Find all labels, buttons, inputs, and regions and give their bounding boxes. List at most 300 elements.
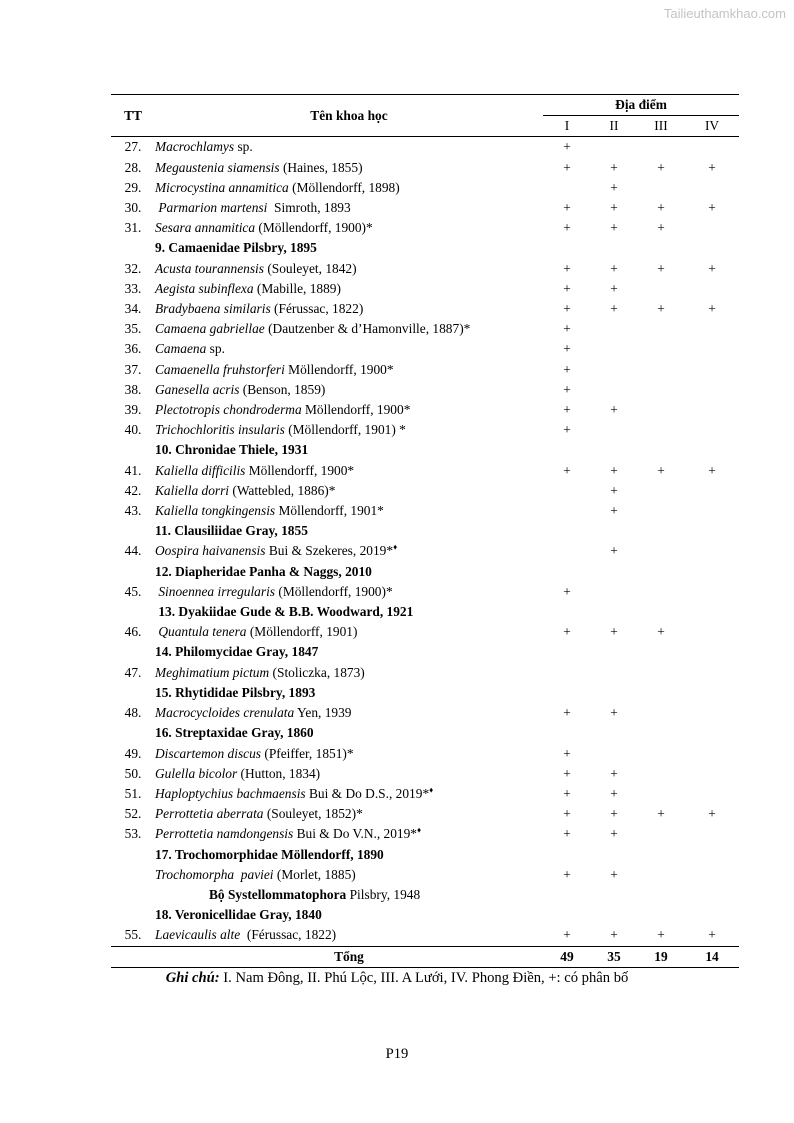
- species-row: [111, 299, 739, 319]
- scientific-name-cell: [155, 804, 543, 824]
- species-author: (Wattebled, 1886)*: [229, 482, 336, 498]
- presence-cell-loc-2: +: [610, 785, 618, 801]
- species-row: [111, 137, 739, 158]
- row-number: [111, 723, 155, 743]
- species-row: [111, 784, 739, 804]
- family-name: 10. Chronidae Thiele, 1931: [155, 442, 309, 458]
- species-row: [111, 198, 739, 218]
- presence-cell-loc-1: [543, 885, 591, 905]
- row-number: [111, 602, 155, 622]
- family-row: [111, 905, 739, 925]
- species-author: (Stoliczka, 1873): [269, 664, 365, 680]
- total-tt-cell: [111, 946, 155, 967]
- presence-cell-loc-3: [637, 360, 685, 380]
- presence-cell-loc-3: [637, 865, 685, 885]
- species-author: (Möllendorff, 1901): [246, 624, 358, 640]
- presence-cell-loc-4: +: [708, 927, 716, 943]
- presence-cell-loc-2: [591, 319, 637, 339]
- presence-cell-loc-3: +: [657, 220, 665, 236]
- species-row: [111, 824, 739, 844]
- scientific-name-cell: [155, 218, 543, 238]
- presence-cell-loc-2: +: [610, 806, 618, 822]
- presence-cell-loc-1: [543, 905, 591, 925]
- header-loc-4: IV: [685, 116, 739, 137]
- presence-cell-loc-4: [685, 602, 739, 622]
- presence-cell-loc-1: +: [563, 745, 571, 761]
- note-label: Ghi chú:: [165, 970, 220, 986]
- presence-cell-loc-1: [543, 481, 591, 501]
- presence-cell-loc-4: [685, 582, 739, 602]
- species-italic-name: Perrottetia aberrata: [155, 806, 264, 822]
- presence-cell-loc-2: [591, 723, 637, 743]
- species-italic-name: Gulella bicolor: [155, 765, 238, 781]
- family-row: [111, 521, 739, 541]
- presence-cell-loc-1: [543, 723, 591, 743]
- presence-cell-loc-3: [637, 420, 685, 440]
- scientific-name-cell: [155, 238, 543, 258]
- presence-cell-loc-3: [637, 602, 685, 622]
- species-italic-name: Bradybaena similaris: [155, 301, 271, 317]
- scientific-name-cell: [155, 845, 543, 865]
- scientific-name-cell: [155, 642, 543, 662]
- presence-cell-loc-1: +: [563, 462, 571, 478]
- family-name: 12. Diapheridae Panha & Naggs, 2010: [155, 563, 372, 579]
- species-italic-name: Laevicaulis alte: [155, 927, 241, 943]
- scientific-name-cell: [155, 461, 543, 481]
- presence-cell-loc-1: [543, 440, 591, 460]
- row-number: [111, 238, 155, 258]
- family-name: 9. Camaenidae Pilsbry, 1895: [155, 240, 317, 256]
- presence-cell-loc-2: [591, 885, 637, 905]
- row-number: [111, 642, 155, 662]
- presence-cell-loc-4: [685, 521, 739, 541]
- presence-cell-loc-4: [685, 744, 739, 764]
- presence-cell-loc-1: [543, 602, 591, 622]
- presence-cell-loc-4: [685, 663, 739, 683]
- species-italic-name: Sesara annamitica: [155, 220, 256, 236]
- scientific-name-cell: [155, 420, 543, 440]
- row-number: 29.: [124, 179, 142, 195]
- presence-cell-loc-3: [637, 400, 685, 420]
- presence-cell-loc-1: +: [563, 826, 571, 842]
- species-author: (Mabille, 1889): [253, 280, 341, 296]
- species-italic-name: Acusta tourannensis: [155, 260, 264, 276]
- scientific-name-cell: [155, 339, 543, 359]
- scientific-name-cell: [155, 178, 543, 198]
- presence-cell-loc-2: [591, 339, 637, 359]
- species-author: Bui & Do V.N., 2019*: [293, 826, 418, 842]
- presence-cell-loc-3: [637, 845, 685, 865]
- presence-cell-loc-1: +: [563, 361, 571, 377]
- presence-cell-loc-2: +: [610, 927, 618, 943]
- species-row: [111, 178, 739, 198]
- species-row: [111, 541, 739, 561]
- presence-cell-loc-3: +: [657, 301, 665, 317]
- scientific-name-cell: [155, 259, 543, 279]
- row-number: 42.: [124, 482, 142, 498]
- species-author: Simroth, 1893: [267, 200, 351, 216]
- presence-cell-loc-3: [637, 582, 685, 602]
- scientific-name-cell: [155, 158, 543, 178]
- species-author: Bui & Szekeres, 2019*: [265, 543, 394, 559]
- species-author: Yen, 1939: [294, 705, 352, 721]
- presence-cell-loc-4: +: [708, 260, 716, 276]
- scientific-name-cell: [155, 481, 543, 501]
- presence-cell-loc-4: [685, 178, 739, 198]
- row-number: [111, 562, 155, 582]
- species-author: (Möllendorff, 1898): [288, 179, 400, 195]
- scientific-name-cell: [155, 764, 543, 784]
- species-row: [111, 420, 739, 440]
- presence-cell-loc-4: [685, 683, 739, 703]
- presence-cell-loc-4: [685, 440, 739, 460]
- presence-cell-loc-1: +: [563, 785, 571, 801]
- species-italic-name: Kaliella tongkingensis: [155, 503, 276, 519]
- scientific-name-cell: [155, 784, 543, 804]
- presence-cell-loc-4: +: [708, 462, 716, 478]
- scientific-name-cell: [155, 582, 543, 602]
- species-italic-name: Trochomorpha paviei: [155, 866, 274, 882]
- presence-cell-loc-1: +: [563, 301, 571, 317]
- presence-cell-loc-2: [591, 683, 637, 703]
- row-number: [111, 865, 155, 885]
- presence-cell-loc-1: +: [563, 341, 571, 357]
- table-note: [0, 970, 794, 987]
- scientific-name-cell: [155, 824, 543, 844]
- presence-cell-loc-1: +: [563, 321, 571, 337]
- species-author: (Haines, 1855): [279, 159, 363, 175]
- total-label: Tổng: [155, 946, 543, 967]
- total-row: [111, 946, 739, 967]
- presence-cell-loc-2: +: [610, 200, 618, 216]
- presence-cell-loc-4: [685, 784, 739, 804]
- presence-cell-loc-3: +: [657, 159, 665, 175]
- species-author: Möllendorff, 1900*: [301, 402, 411, 418]
- scientific-name-cell: [155, 723, 543, 743]
- family-row: [111, 845, 739, 865]
- endemic-marker: ♦: [417, 825, 422, 835]
- presence-cell-loc-2: [591, 521, 637, 541]
- presence-cell-loc-4: [685, 420, 739, 440]
- presence-cell-loc-2: +: [610, 543, 618, 559]
- family-row: [111, 602, 739, 622]
- endemic-marker: ♦: [393, 543, 398, 552]
- header-location: Địa điểm: [543, 95, 739, 116]
- total-loc-2: 35: [591, 946, 637, 967]
- species-italic-name: Kaliella dorri: [155, 482, 230, 498]
- species-author: (Möllendorff, 1901) *: [284, 422, 406, 438]
- family-name: 17. Trochomorphidae Möllendorff, 1890: [155, 846, 384, 862]
- species-row: [111, 380, 739, 400]
- presence-cell-loc-3: +: [657, 927, 665, 943]
- presence-cell-loc-3: [637, 137, 685, 158]
- presence-cell-loc-1: +: [563, 200, 571, 216]
- species-italic-name: Ganesella acris: [155, 381, 240, 397]
- row-number: 52.: [124, 806, 142, 822]
- presence-cell-loc-1: [543, 238, 591, 258]
- species-row: [111, 461, 739, 481]
- scientific-name-cell: [155, 663, 543, 683]
- presence-cell-loc-1: +: [563, 806, 571, 822]
- species-row: [111, 279, 739, 299]
- family-row: [111, 723, 739, 743]
- scientific-name-cell: [155, 400, 543, 420]
- presence-cell-loc-3: [637, 764, 685, 784]
- presence-cell-loc-4: +: [708, 200, 716, 216]
- species-row: [111, 158, 739, 178]
- row-number: 34.: [124, 301, 142, 317]
- presence-cell-loc-2: [591, 642, 637, 662]
- presence-cell-loc-4: [685, 905, 739, 925]
- header-loc-2: II: [591, 116, 637, 137]
- row-number: [111, 845, 155, 865]
- species-row: [111, 703, 739, 723]
- row-number: 33.: [124, 280, 142, 296]
- watermark-text: Tailieuthamkhao.com: [663, 6, 786, 21]
- presence-cell-loc-3: [637, 319, 685, 339]
- species-row: [111, 259, 739, 279]
- presence-cell-loc-1: [543, 501, 591, 521]
- row-number: 28.: [124, 159, 142, 175]
- presence-cell-loc-4: [685, 360, 739, 380]
- species-table: [111, 94, 739, 968]
- presence-cell-loc-2: +: [610, 482, 618, 498]
- species-row: [111, 501, 739, 521]
- presence-cell-loc-4: [685, 562, 739, 582]
- presence-cell-loc-2: [591, 562, 637, 582]
- presence-cell-loc-4: [685, 622, 739, 642]
- order-author: Pilsbry, 1948: [346, 886, 421, 902]
- presence-cell-loc-2: [591, 380, 637, 400]
- presence-cell-loc-2: +: [610, 765, 618, 781]
- row-number: 46.: [124, 624, 142, 640]
- species-author: (Morlet, 1885): [273, 866, 356, 882]
- presence-cell-loc-1: +: [563, 139, 571, 155]
- presence-cell-loc-1: [543, 642, 591, 662]
- presence-cell-loc-4: [685, 319, 739, 339]
- row-number: 39.: [124, 402, 142, 418]
- species-italic-name: Camaena gabriellae: [155, 321, 265, 337]
- scientific-name-cell: [155, 279, 543, 299]
- species-author: sp.: [206, 341, 225, 357]
- presence-cell-loc-3: [637, 238, 685, 258]
- total-loc-1: 49: [543, 946, 591, 967]
- header-loc-1: I: [543, 116, 591, 137]
- presence-cell-loc-2: +: [610, 866, 618, 882]
- scientific-name-cell: [155, 380, 543, 400]
- header-loc-3: III: [637, 116, 685, 137]
- species-row: [111, 481, 739, 501]
- species-italic-name: Macrocycloides crenulata: [155, 705, 295, 721]
- row-number: 38.: [124, 381, 142, 397]
- row-number: [111, 683, 155, 703]
- presence-cell-loc-2: [591, 440, 637, 460]
- species-italic-name: Megaustenia siamensis: [155, 159, 280, 175]
- scientific-name-cell: [155, 319, 543, 339]
- row-number: [111, 885, 155, 905]
- species-row: [111, 925, 739, 946]
- species-author: (Souleyet, 1842): [263, 260, 357, 276]
- presence-cell-loc-4: +: [708, 301, 716, 317]
- scientific-name-cell: [155, 925, 543, 946]
- family-row: [111, 562, 739, 582]
- presence-cell-loc-1: +: [563, 422, 571, 438]
- presence-cell-loc-3: [637, 885, 685, 905]
- presence-cell-loc-4: [685, 501, 739, 521]
- presence-cell-loc-1: +: [563, 866, 571, 882]
- presence-cell-loc-2: [591, 238, 637, 258]
- species-author: (Pfeiffer, 1851)*: [261, 745, 354, 761]
- species-italic-name: Perrottetia namdongensis: [155, 826, 294, 842]
- row-number: 31.: [124, 220, 142, 236]
- presence-cell-loc-2: [591, 137, 637, 158]
- presence-cell-loc-1: +: [563, 927, 571, 943]
- presence-cell-loc-2: +: [610, 179, 618, 195]
- presence-cell-loc-3: [637, 501, 685, 521]
- row-number: 47.: [124, 664, 142, 680]
- species-author: sp.: [234, 139, 253, 155]
- species-italic-name: Haploptychius bachmaensis: [155, 785, 306, 801]
- scientific-name-cell: [155, 440, 543, 460]
- presence-cell-loc-2: [591, 663, 637, 683]
- presence-cell-loc-4: [685, 865, 739, 885]
- family-name: 18. Veronicellidae Gray, 1840: [155, 907, 322, 923]
- scientific-name-cell: [155, 703, 543, 723]
- presence-cell-loc-2: [591, 582, 637, 602]
- presence-cell-loc-4: [685, 703, 739, 723]
- species-italic-name: Microcystina annamitica: [155, 179, 289, 195]
- row-number: 45.: [124, 583, 142, 599]
- species-author: (Férussac, 1822): [270, 301, 364, 317]
- presence-cell-loc-4: [685, 723, 739, 743]
- row-number: 27.: [124, 139, 142, 155]
- order-name: Bộ Systellommatophora: [209, 886, 347, 902]
- presence-cell-loc-3: [637, 723, 685, 743]
- presence-cell-loc-4: [685, 218, 739, 238]
- family-row: [111, 683, 739, 703]
- scientific-name-cell: [155, 541, 543, 561]
- row-number: 35.: [124, 321, 142, 337]
- species-italic-name: Camaenella fruhstorferi: [155, 361, 285, 377]
- species-author: Möllendorff, 1901*: [275, 503, 384, 519]
- row-number: 40.: [124, 422, 142, 438]
- presence-cell-loc-1: +: [563, 220, 571, 236]
- species-italic-name: Meghimatium pictum: [155, 664, 270, 680]
- species-italic-name: Oospira haivanensis: [155, 543, 266, 559]
- row-number: [111, 521, 155, 541]
- presence-cell-loc-3: [637, 521, 685, 541]
- species-author: (Dautzenber & d’Hamonville, 1887)*: [264, 321, 471, 337]
- species-row: [111, 339, 739, 359]
- row-number: [111, 905, 155, 925]
- scientific-name-cell: [155, 360, 543, 380]
- presence-cell-loc-3: [637, 824, 685, 844]
- family-row: [111, 642, 739, 662]
- family-name: 14. Philomycidae Gray, 1847: [155, 644, 319, 660]
- presence-cell-loc-4: [685, 238, 739, 258]
- presence-cell-loc-1: +: [563, 765, 571, 781]
- species-row: [111, 582, 739, 602]
- scientific-name-cell: [155, 683, 543, 703]
- presence-cell-loc-3: [637, 279, 685, 299]
- presence-cell-loc-4: [685, 642, 739, 662]
- presence-cell-loc-2: [591, 744, 637, 764]
- species-row: [111, 663, 739, 683]
- scientific-name-cell: [155, 562, 543, 582]
- presence-cell-loc-2: [591, 602, 637, 622]
- presence-cell-loc-4: [685, 339, 739, 359]
- row-number: 41.: [124, 462, 142, 478]
- row-number: 48.: [124, 705, 142, 721]
- presence-cell-loc-1: +: [563, 260, 571, 276]
- presence-cell-loc-3: [637, 744, 685, 764]
- species-author: (Benson, 1859): [239, 381, 326, 397]
- species-row: [111, 360, 739, 380]
- species-author: Bui & Do D.S., 2019*: [305, 785, 430, 801]
- species-italic-name: Parmarion martensi: [155, 200, 268, 216]
- note-text: I. Nam Đông, II. Phú Lộc, III. A Lưới, IV. Phong Điền, +: có phân bố: [219, 970, 629, 986]
- presence-cell-loc-1: +: [563, 402, 571, 418]
- species-author: (Férussac, 1822): [240, 927, 337, 943]
- presence-cell-loc-2: [591, 845, 637, 865]
- presence-cell-loc-4: +: [708, 806, 716, 822]
- species-row: [111, 764, 739, 784]
- presence-cell-loc-4: [685, 824, 739, 844]
- species-author: (Souleyet, 1852)*: [263, 806, 363, 822]
- presence-cell-loc-4: [685, 885, 739, 905]
- presence-cell-loc-3: [637, 440, 685, 460]
- presence-cell-loc-2: +: [610, 705, 618, 721]
- scientific-name-cell: [155, 622, 543, 642]
- row-number: 32.: [124, 260, 142, 276]
- presence-cell-loc-2: +: [610, 159, 618, 175]
- presence-cell-loc-4: [685, 380, 739, 400]
- presence-cell-loc-2: +: [610, 826, 618, 842]
- presence-cell-loc-2: +: [610, 220, 618, 236]
- presence-cell-loc-3: [637, 541, 685, 561]
- species-row: [111, 622, 739, 642]
- presence-cell-loc-2: [591, 420, 637, 440]
- presence-cell-loc-1: [543, 541, 591, 561]
- presence-cell-loc-1: +: [563, 583, 571, 599]
- species-italic-name: Trichochloritis insularis: [155, 422, 285, 438]
- scientific-name-cell: [155, 905, 543, 925]
- presence-cell-loc-2: +: [610, 402, 618, 418]
- family-name: 15. Rhytididae Pilsbry, 1893: [155, 684, 316, 700]
- row-number: 51.: [124, 785, 142, 801]
- presence-cell-loc-3: +: [657, 200, 665, 216]
- scientific-name-cell: [155, 521, 543, 541]
- scientific-name-cell: [155, 137, 543, 158]
- scientific-name-cell: [155, 744, 543, 764]
- presence-cell-loc-2: +: [610, 462, 618, 478]
- row-number: 36.: [124, 341, 142, 357]
- presence-cell-loc-3: [637, 663, 685, 683]
- presence-cell-loc-1: [543, 562, 591, 582]
- species-row: [111, 865, 739, 885]
- species-author: Möllendorff, 1900*: [284, 361, 394, 377]
- presence-cell-loc-3: +: [657, 462, 665, 478]
- species-italic-name: Discartemon discus: [155, 745, 262, 761]
- presence-cell-loc-4: [685, 400, 739, 420]
- presence-cell-loc-3: [637, 784, 685, 804]
- species-author: (Hutton, 1834): [237, 765, 321, 781]
- presence-cell-loc-3: [637, 642, 685, 662]
- presence-cell-loc-2: +: [610, 503, 618, 519]
- scientific-name-cell: [155, 299, 543, 319]
- total-loc-3: 19: [637, 946, 685, 967]
- row-number: 43.: [124, 503, 142, 519]
